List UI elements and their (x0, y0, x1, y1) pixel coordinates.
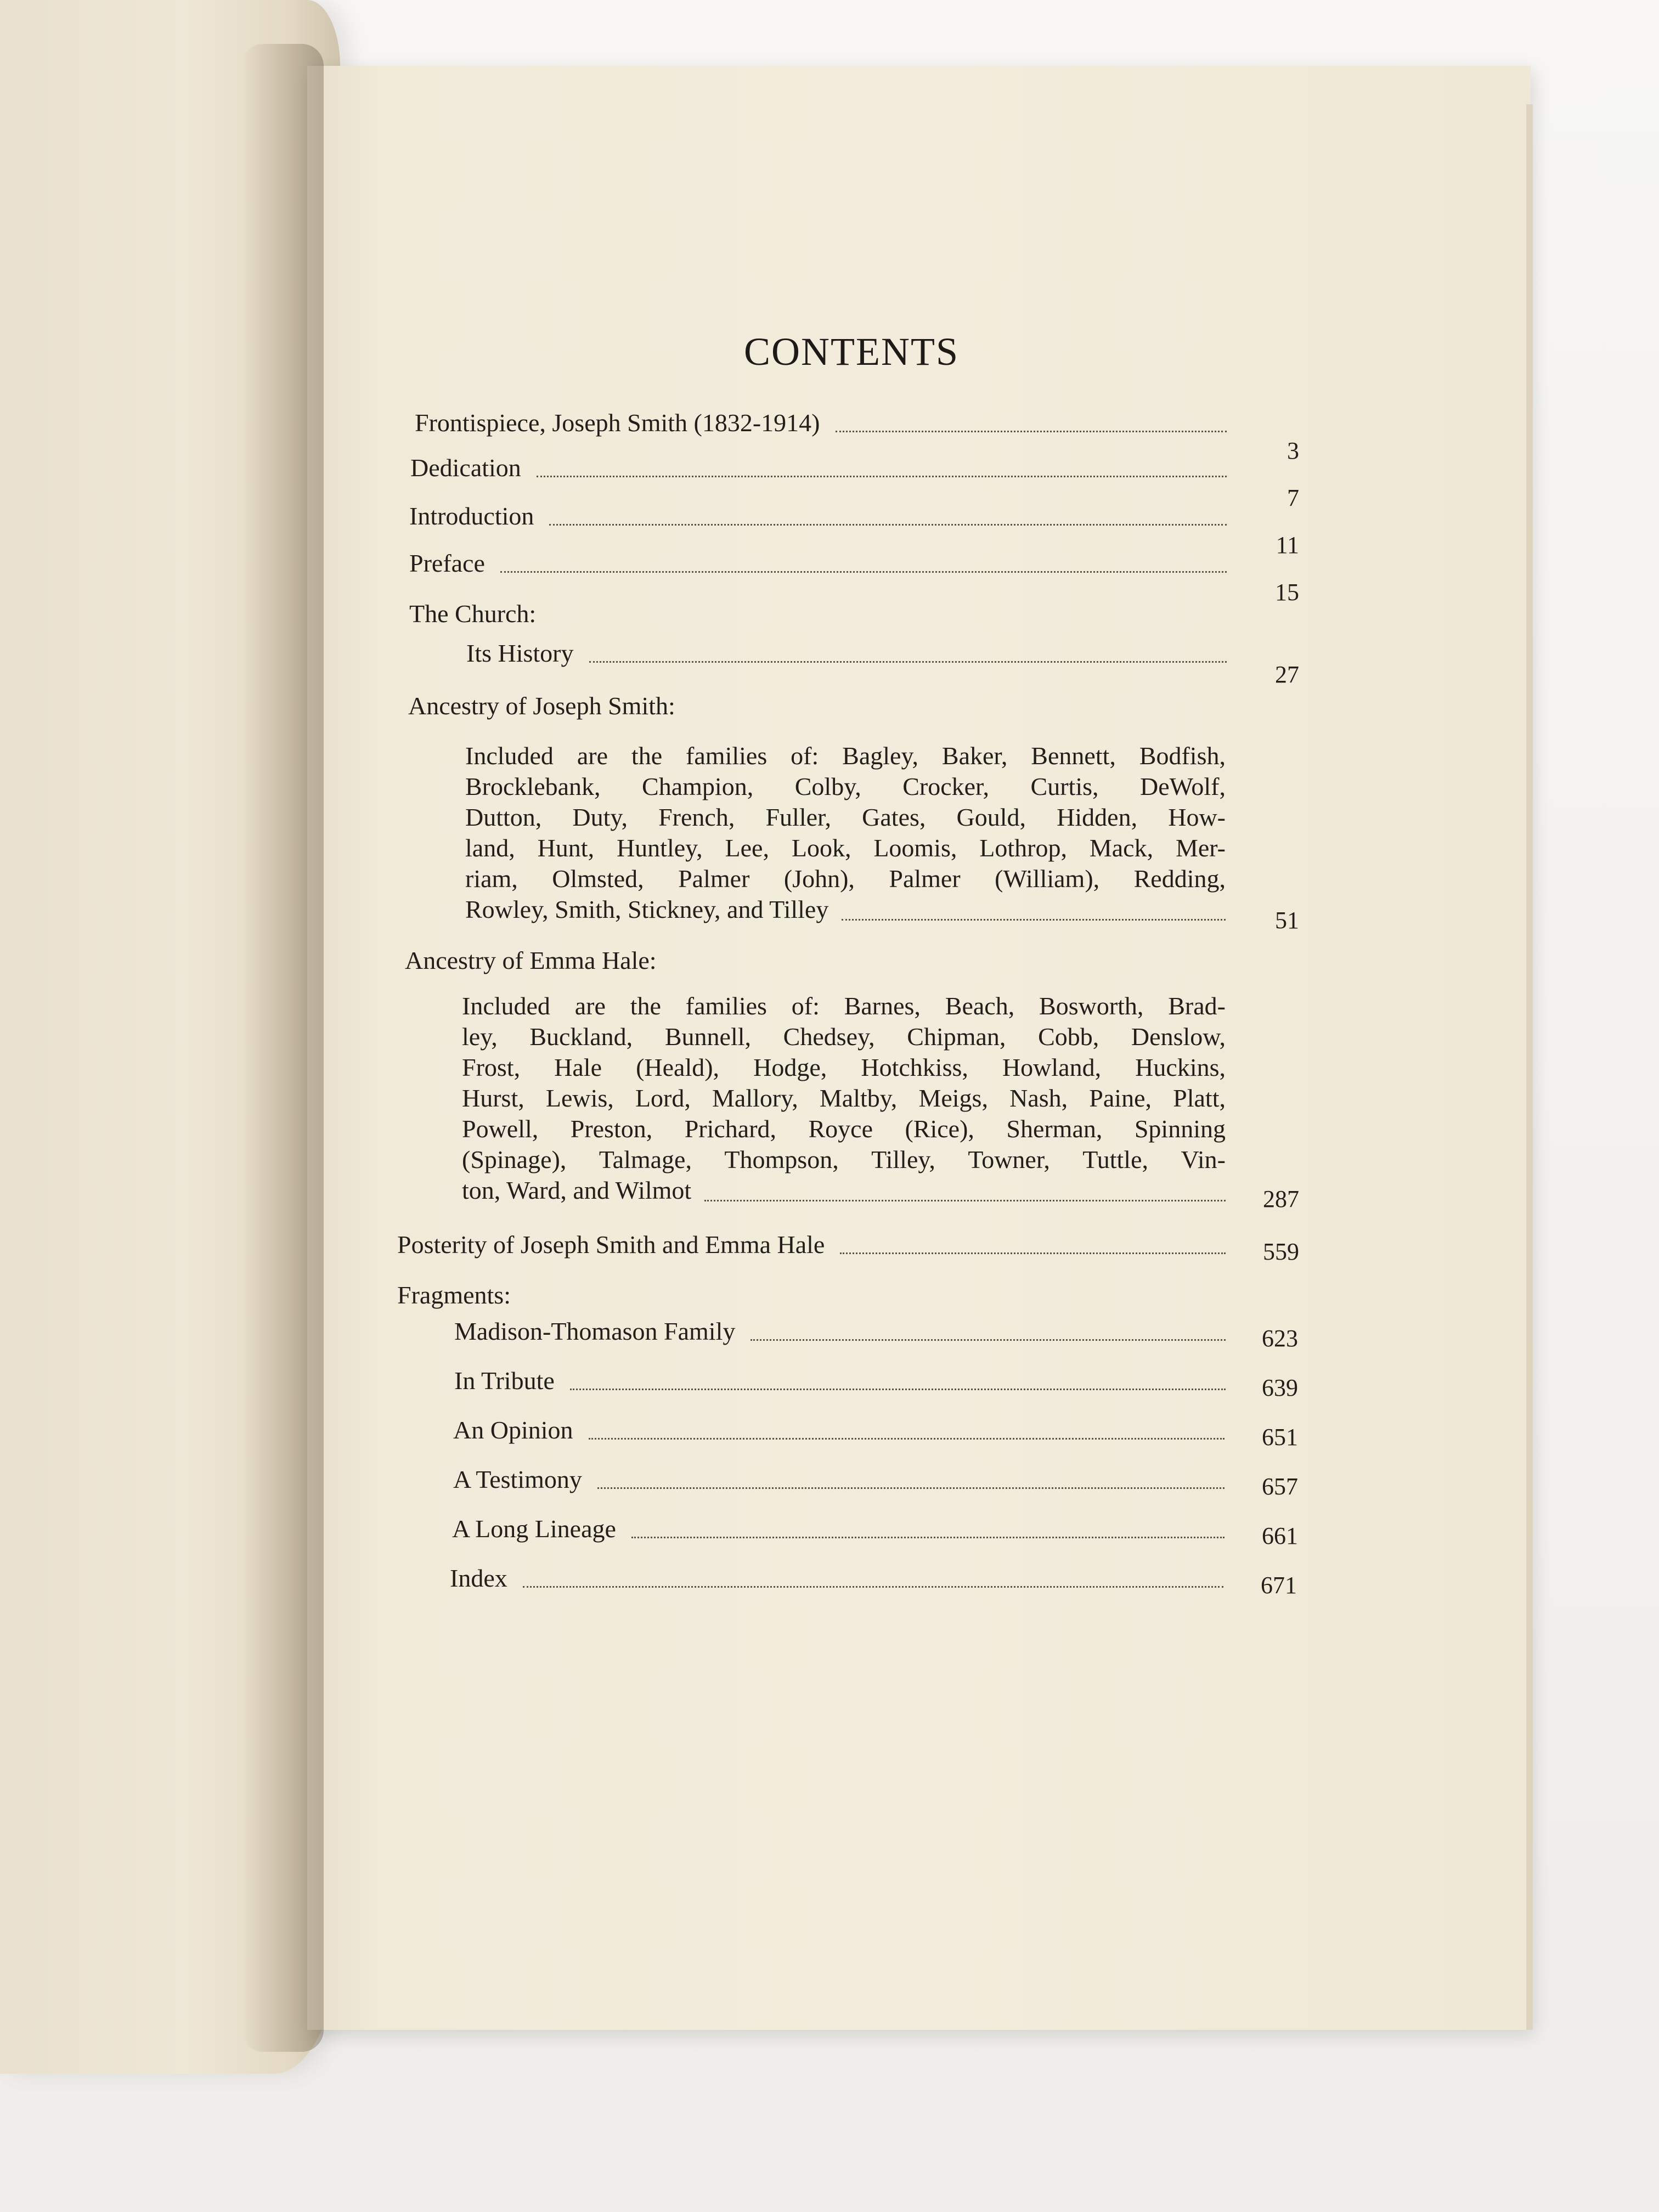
toc-page-number: 3 (1287, 437, 1299, 464)
toc-page-number: 287 (1263, 1186, 1299, 1212)
toc-entry-posterity[interactable] (397, 1232, 1226, 1257)
toc-entry-label: An Opinion (453, 1416, 573, 1444)
toc-heading-emma-ancestry: Ancestry of Emma Hale: (405, 946, 657, 974)
dot-leader (631, 1537, 1224, 1538)
toc-entry-label: A Long Lineage (452, 1515, 616, 1543)
dot-leader (836, 431, 1227, 432)
page-title: CONTENTS (744, 330, 959, 374)
toc-entry-index[interactable] (450, 1566, 1223, 1591)
toc-entry-preface[interactable] (409, 551, 1227, 576)
toc-entry-frontispiece[interactable] (415, 410, 1227, 436)
toc-entry-label: Introduction (409, 502, 534, 530)
toc-page-number: 27 (1275, 661, 1299, 688)
toc-entry-label: Dedication (410, 454, 521, 482)
dot-leader (704, 1200, 1226, 1201)
families-line: ton, Ward, and Wilmot (462, 1176, 692, 1204)
toc-entry-dedication[interactable] (410, 455, 1227, 481)
dot-leader (842, 919, 1226, 921)
toc-emma-families[interactable] (462, 991, 1226, 1206)
toc-entry-introduction[interactable] (409, 504, 1227, 529)
dot-leader (570, 1389, 1226, 1390)
dot-leader (589, 661, 1227, 663)
toc-page-number: 657 (1262, 1473, 1298, 1500)
page-edge (1526, 104, 1533, 2030)
toc-page-number: 11 (1276, 532, 1299, 558)
toc-entry-label: Posterity of Joseph Smith and Emma Hale (397, 1231, 825, 1259)
families-last-line (465, 894, 1226, 925)
families-line: Dutton, Duty, French, Fuller, Gates, Gould, Hidden, How- (465, 803, 1226, 831)
dot-leader (751, 1339, 1226, 1341)
toc-page-number: 671 (1261, 1572, 1297, 1599)
toc-entry-label: Index (450, 1564, 507, 1592)
families-line: Included are the families of: Barnes, Beach, Bosworth, Brad- (462, 992, 1226, 1020)
toc-entry-label: In Tribute (454, 1367, 555, 1395)
toc-heading-joseph-ancestry: Ancestry of Joseph Smith: (408, 692, 675, 720)
toc-page-number: 51 (1275, 907, 1299, 934)
toc-page-number: 15 (1275, 579, 1299, 606)
toc-entry-in-tribute[interactable] (454, 1368, 1226, 1393)
families-line: ley, Buckland, Bunnell, Chedsey, Chipman, Cobb, Denslow, (462, 1023, 1226, 1051)
families-line: Included are the families of: Bagley, Baker, Bennett, Bodfish, (465, 742, 1226, 770)
toc-page-number: 7 (1287, 484, 1299, 511)
families-line: Brocklebank, Champion, Colby, Crocker, Curtis, DeWolf, (465, 772, 1226, 800)
toc-page-number: 559 (1263, 1238, 1299, 1265)
dot-leader (549, 524, 1227, 526)
toc-entry-madison-thomason[interactable] (454, 1319, 1226, 1344)
toc-heading-fragments: Fragments: (397, 1281, 511, 1309)
dot-leader (597, 1487, 1224, 1489)
toc-entry-a-testimony[interactable] (453, 1467, 1224, 1492)
gutter-shadow (241, 44, 324, 2052)
dot-leader (537, 476, 1227, 477)
toc-entry-label: Frontispiece, Joseph Smith (1832-1914) (415, 409, 820, 437)
toc-entry-a-long-lineage[interactable] (452, 1516, 1224, 1542)
families-last-line (462, 1175, 1226, 1206)
dot-leader (589, 1438, 1225, 1440)
toc-entry-label: Madison-Thomason Family (454, 1317, 736, 1345)
toc-entry-its-history[interactable] (466, 641, 1227, 666)
dot-leader (523, 1586, 1223, 1588)
dot-leader (840, 1252, 1226, 1254)
families-line: Frost, Hale (Heald), Hodge, Hotchkiss, Howland, Huckins, (462, 1053, 1226, 1081)
toc-entry-label: Its History (466, 639, 574, 667)
toc-page-number: 661 (1262, 1522, 1298, 1549)
toc-entry-label: A Testimony (453, 1465, 582, 1493)
toc-joseph-families[interactable] (465, 741, 1226, 925)
families-line: land, Hunt, Huntley, Lee, Look, Loomis, Lothrop, Mack, Mer- (465, 834, 1226, 862)
toc-heading-church: The Church: (409, 600, 537, 628)
families-line: Hurst, Lewis, Lord, Mallory, Maltby, Meigs, Nash, Paine, Platt, (462, 1084, 1226, 1112)
families-line: Rowley, Smith, Stickney, and Tilley (465, 895, 829, 923)
dot-leader (500, 571, 1227, 573)
toc-entry-label: Preface (409, 549, 485, 577)
families-line: riam, Olmsted, Palmer (John), Palmer (William), Redding, (465, 865, 1226, 893)
toc-page-number: 623 (1262, 1325, 1298, 1352)
families-line: (Spinage), Talmage, Thompson, Tilley, Towner, Tuttle, Vin- (462, 1146, 1226, 1173)
toc-page-number: 651 (1262, 1424, 1298, 1451)
toc-page-number: 639 (1262, 1374, 1298, 1401)
toc-entry-an-opinion[interactable] (453, 1418, 1224, 1443)
families-line: Powell, Preston, Prichard, Royce (Rice), Sherman, Spinning (462, 1115, 1226, 1143)
